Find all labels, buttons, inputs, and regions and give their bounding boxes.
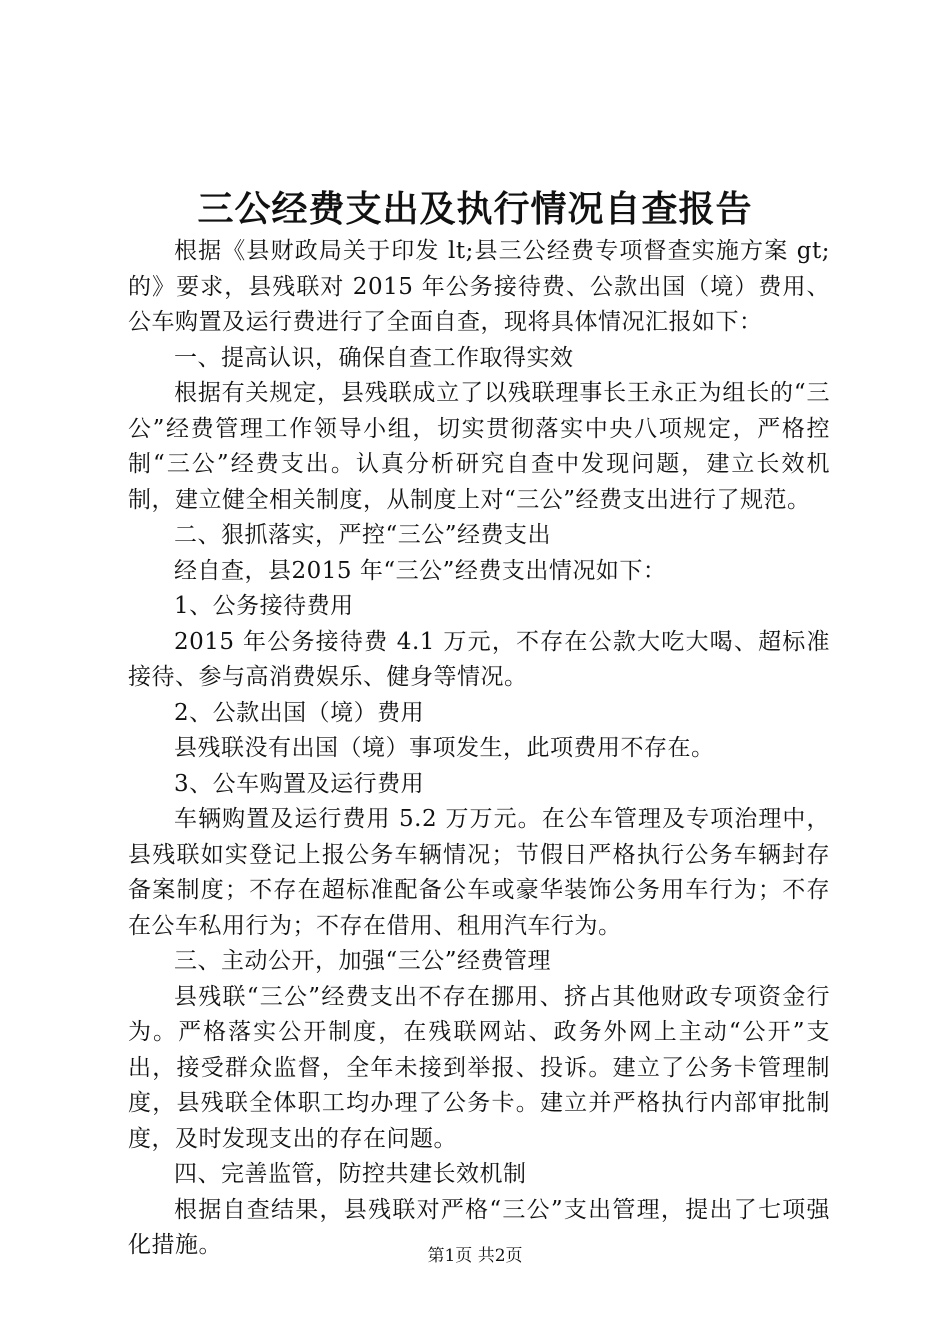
section-heading-4: 四、完善监管，防控共建长效机制 (174, 1161, 527, 1187)
document-title: 三公经费支出及执行情况自查报告 (197, 188, 753, 230)
subsection-heading-vehicles: 3、公车购置及运行费用 (174, 770, 425, 797)
section-heading-2: 二、狠抓落实，严控“三公”经费支出 (174, 522, 552, 548)
subsection-heading-overseas: 2、公款出国（境）费用 (174, 699, 425, 726)
section-2-intro-paragraph: 经自查，县2015 年“三公”经费支出情况如下： (174, 557, 667, 584)
section-3-paragraph: 县残联“三公”经费支出不存在挪用、挤占其他财政专项资金行为。严格落实公开制度，在残联网站、政务外网上主动“公开”支出，接受群众监督，全年未接到举报、投诉。建立了公务卡管理制度，县残联全体职工均办理了公务卡。建立并严格执行内部审批制度，及时发现支出的存在问题。 (128, 983, 830, 1152)
section-heading-1: 一、提高认识，确保自查工作取得实效 (174, 344, 574, 371)
section-heading-3: 三、主动公开，加强“三公”经费管理 (174, 948, 552, 974)
section-1-paragraph: 根据有关规定，县残联成立了以残联理事长王永正为组长的“三公”经费管理工作领导小组，切实贯彻落实中央八项规定，严格控制“三公”经费支出。认真分析研究自查中发现问题，建立长效机制，建立健全相关制度，从制度上对“三公”经费支出进行了规范。 (128, 380, 830, 513)
reception-paragraph: 2015 年公务接待费 4.1 万元，不存在公款大吃大喝、超标准接待、参与高消费娱乐、健身等情况。 (128, 628, 830, 690)
document-body (128, 234, 830, 1264)
subsection-heading-reception: 1、公务接待费用 (174, 593, 354, 619)
section-4-paragraph: 根据自查结果，县残联对严格“三公”支出管理，提出了七项强化措施。 (128, 1196, 830, 1258)
page-footer: 第1页 共2页 (427, 1246, 523, 1266)
overseas-paragraph: 县残联没有出国（境）事项发生，此项费用不存在。 (174, 735, 715, 761)
vehicles-paragraph: 车辆购置及运行费用 5.2 万万元。在公车管理及专项治理中，县残联如实登记上报公务车辆情况；节假日严格执行公务车辆封存备案制度；不存在超标准配备公车或豪华装饰公务用车行为；不存在公车私用行为；不存在借用、租用汽车行为。 (128, 806, 830, 939)
intro-paragraph: 根据《县财政局关于印发 lt;县三公经费专项督查实施方案 gt;的》要求，县残联对 2015 年公务接待费、公款出国（境）费用、公车购置及运行费进行了全面自查，现将具体情况汇报如下： (128, 238, 830, 335)
